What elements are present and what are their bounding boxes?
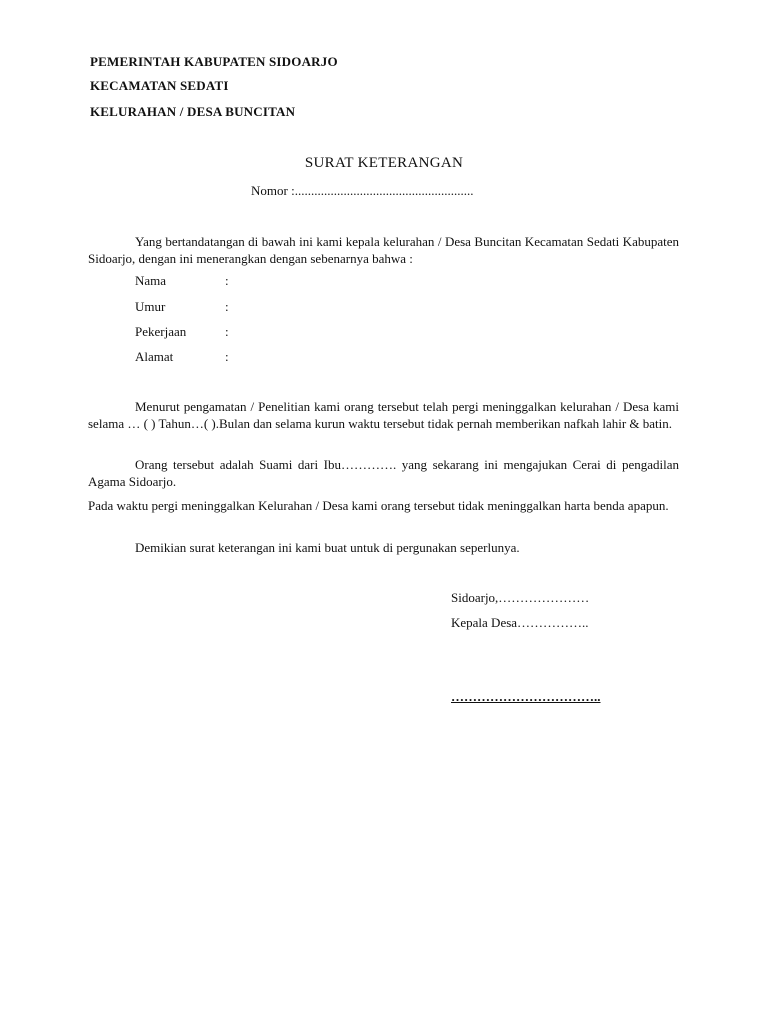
- header-district: KECAMATAN SEDATI: [90, 78, 229, 93]
- signature-name-line: ……………………………..: [451, 689, 601, 704]
- signature-position: Kepala Desa……………..: [451, 615, 589, 630]
- field-colon-alamat: :: [225, 349, 229, 364]
- field-label-alamat: Alamat: [135, 349, 174, 364]
- header-village: KELURAHAN / DESA BUNCITAN: [90, 104, 296, 119]
- field-label-umur: Umur: [135, 299, 166, 314]
- field-label-nama: Nama: [135, 273, 167, 288]
- closing-paragraph: Demikian surat keterangan ini kami buat untuk di pergunakan seperlunya.: [135, 540, 520, 555]
- field-colon-pekerjaan: :: [225, 324, 229, 339]
- spouse-paragraph: Orang tersebut adalah Suami dari Ibu…………. yang sekarang ini mengajukan Cerai di pengadilan Agama Sidoarjo.: [88, 457, 679, 489]
- property-paragraph: Pada waktu pergi meninggalkan Kelurahan / Desa kami orang tersebut tidak meninggalkan harta benda apapun.: [88, 498, 669, 513]
- field-label-pekerjaan: Pekerjaan: [135, 324, 187, 339]
- letter-title: SURAT KETERANGAN: [304, 155, 464, 171]
- field-colon-umur: :: [225, 299, 229, 314]
- signature-place-date: Sidoarjo,…………………: [451, 590, 590, 605]
- field-colon-nama: :: [225, 273, 229, 288]
- letter-number: Nomor :.......................................................: [251, 183, 474, 198]
- header-government: PEMERINTAH KABUPATEN SIDOARJO: [90, 54, 338, 69]
- absence-paragraph: Menurut pengamatan / Penelitian kami orang tersebut telah pergi meninggalkan kelurahan / Desa kami selama … ( ) Tahun…( ).Bulan dan selama kurun waktu tersebut tidak pernah memberikan nafkah lahir & batin.: [88, 399, 679, 431]
- intro-paragraph: Yang bertandatangan di bawah ini kami kepala kelurahan / Desa Buncitan Kecamatan Sedati Kabupaten Sidoarjo, dengan ini menerangkan dengan sebenarnya bahwa :: [88, 234, 679, 266]
